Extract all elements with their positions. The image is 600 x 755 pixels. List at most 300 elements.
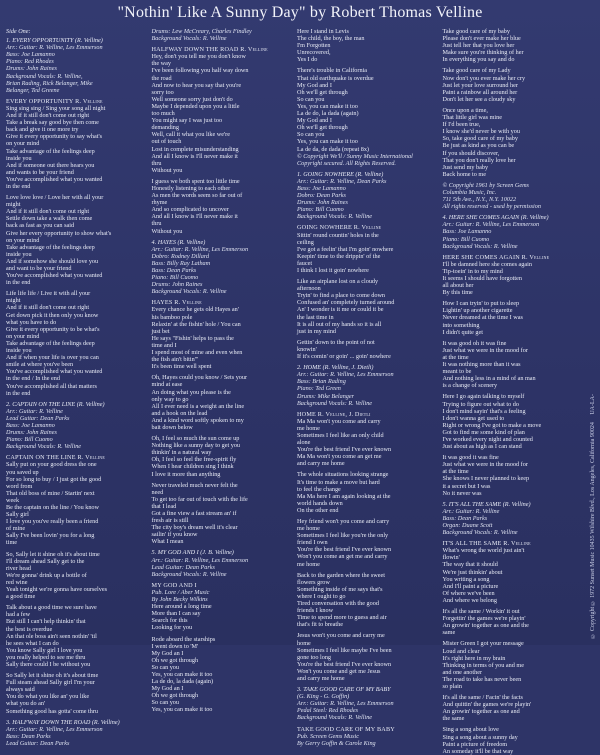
lyric-line: How I can tryin' to put to sleep (442, 300, 520, 308)
credit-line: Lead Guitar: Dean Parks (6, 414, 70, 422)
lyric-line: I spend most of mine and even when (151, 349, 243, 357)
lyric-line: Sally put on your good dress the one (6, 461, 97, 469)
lyric-line: time (6, 539, 17, 547)
song-title: HAYES R. Velline (151, 299, 202, 307)
lyric-line: on your mind (6, 236, 40, 244)
lyric-line: My God and I (297, 117, 332, 125)
lyric-line: And all I know is I'll never make it (151, 152, 238, 160)
lyric-line: Got to find me some kind of plan (442, 428, 525, 436)
lyric-line: Oh we'll get through (297, 124, 348, 132)
lyric-line: flowers grow (297, 578, 330, 586)
credit-line: Lead Guitar: Dean Parks (151, 563, 215, 571)
lyric-line: Yes, you can make it too (297, 102, 358, 110)
lyric-line: Back to the garden where the sweet (297, 571, 385, 579)
lyric-line: Ma Ma here I am again looking at the (297, 492, 391, 500)
lyric-line: Take advantage of the feelings deep (6, 339, 95, 347)
lyric-line: home (297, 639, 311, 647)
lyric-line: me home (297, 560, 320, 568)
lyric-line: It's right here in my brain (442, 654, 506, 662)
lyric-line: If you should discover, (442, 149, 500, 157)
credit-line: Arr.: Guitar: R. Velline, Les Emmerson (6, 725, 103, 733)
song-title: HOME R. Velline, J. Dietli (297, 410, 371, 418)
lyric-line: Looking for you (151, 624, 193, 632)
lyric-line: The city boy's dream well it's clear (151, 524, 238, 532)
lyric-line: It's been time well spent (151, 363, 212, 371)
lyric-line: I know she'd never be with you (442, 128, 520, 136)
song-title: GOING NOWHERE R. Velline (297, 224, 382, 232)
credit-line: 711 5th Ave., N.Y., N.Y. 10022 (442, 196, 517, 204)
lyric-line: Yes, you can make it too (151, 706, 213, 714)
lyric-line: Never dreamed at the time I was (442, 314, 523, 322)
lyric-line: Here around a long time (151, 603, 212, 611)
lyric-line: No it never was (442, 489, 482, 497)
lyric-line: Life life life / Live it with all your (6, 290, 91, 298)
lyric-line: So can you (151, 663, 179, 671)
lyric-line: bait down below (151, 423, 193, 431)
lyric-line: Oh, I feel so feel the free-spirit fly (151, 456, 237, 464)
credit-line: Arr.: Guitar: R. Velline (6, 407, 63, 415)
lyric-line: That old boss of mine / Startin' next (6, 489, 95, 497)
lyric-line: friends I know (297, 607, 334, 615)
lyric-line: Keepin' time to the drippin' of the (297, 252, 381, 260)
lyric-line: There's trouble in California (297, 67, 368, 75)
lyric-line: the road (151, 74, 172, 82)
lyric-line: just in my mind (297, 327, 337, 335)
song-heading: 5. MY GOD AND I (J. B. Velline) (151, 549, 234, 557)
lyric-line: week (6, 496, 20, 504)
lyric-line: the last time in (297, 313, 334, 321)
credit-line: Background Vocals: R. Velline (297, 213, 373, 221)
lyric-line: Back home to me (442, 170, 486, 178)
lyric-line: Well someone sorry just don't do (151, 95, 233, 103)
lyric-line: into something (442, 321, 480, 329)
lyric-line: Every chance he gets old Hayes an' (151, 306, 239, 314)
lyric-line: La de do, la dada (again) (297, 110, 359, 118)
lyric-line: That you don't really love her (442, 156, 516, 164)
lyric-line: And if somehow she should love you (6, 257, 99, 265)
credit-line: Dobro: Rodney Dillard (151, 252, 210, 260)
lyric-line: rhyme (151, 199, 168, 207)
lyric-line: And all I know is I'll never make it (151, 213, 238, 221)
lyric-line: Gettin' down to the point of not (297, 338, 375, 346)
lyric-line: Sing a song about a sunny day (442, 733, 518, 741)
credit-line: Background Vocals: R. Velline (6, 443, 82, 451)
lyric-line: where I ought to go (297, 592, 346, 600)
lyric-line: We're just thinkin' about (442, 568, 503, 576)
lyric-line: Confused an' completely turned around (297, 299, 395, 307)
lyric-line: I've been following you half way down (151, 67, 249, 75)
lyric-line: and carry me home (297, 460, 345, 468)
lyric-line: Right or wrong I've got to make a move (442, 421, 542, 429)
lyric-line: Be the captain on the line / You know (6, 504, 99, 511)
lyric-line: Take advantage of the feelings deep (6, 147, 95, 155)
lyric-line: You're the best friend I've ever known (297, 660, 392, 668)
credit-line: © Copyright We'll / Sunny Music International (297, 152, 413, 160)
lyric-line: Sometimes I feel like an only child (297, 431, 384, 439)
credit-line: Piano: Bill Cuomo (151, 274, 199, 282)
credit-line: Columbia Music, Inc. (442, 188, 497, 196)
lyric-line: might (6, 201, 21, 209)
lyric-line: alone (297, 439, 311, 447)
credit-line: Background Vocals: R. Velline, (6, 72, 83, 80)
lyric-line: Yes, you can make it too (297, 138, 358, 146)
lyric-line: at the time (442, 468, 469, 476)
lyric-line: Thinking in terms of you and me (442, 661, 524, 669)
lyric-line: and a hook on the lead (151, 409, 208, 417)
lyric-line: I'll dream ahead Sally get to the (6, 557, 85, 565)
lyric-line: Take a break say good bye then come (6, 119, 99, 127)
lyric-line: of mine (6, 525, 26, 533)
lyric-line: An' I wonder is it me or could it be (297, 306, 384, 314)
lyric-line: It was good oh it was fine (442, 339, 507, 347)
lyric-line: Of where we've been (442, 589, 495, 597)
song-heading: 5. IT'S ALL THE SAME (R. Velline) (442, 500, 531, 508)
lyrics-column-4 (443, 28, 581, 755)
credit-line: Bass: Dean Parks (442, 514, 488, 522)
lyric-line: Jesus won't you come and carry me (297, 632, 385, 640)
side-label: Side One: (6, 28, 31, 35)
lyric-line: It's all the same / Workin' it out (442, 608, 520, 616)
lyric-line: The way that it should (442, 561, 498, 569)
lyric-line: So can you (297, 131, 325, 139)
lyric-line: The road to take has never been (442, 675, 522, 683)
lyric-line: What I mean (151, 538, 184, 546)
lyric-line: Sally girl (6, 511, 29, 519)
lyric-line: So, take good care of my baby (442, 135, 518, 143)
lyrics-columns (6, 28, 580, 755)
lyric-line: Yes, you can make it too (151, 670, 213, 678)
lyric-line: world hands down (297, 499, 343, 507)
credit-line: Drums: John Raines (6, 429, 57, 437)
lyric-line: Trying to figure out what to do (442, 400, 519, 408)
lyric-line: his bamboo pole (151, 313, 193, 321)
lyric-line: Time to spend more to guess and air (297, 614, 387, 622)
lyric-line: Rode aboard the starships (151, 635, 216, 643)
lyric-line: and want to be your friend (6, 265, 72, 272)
lyric-line: The child, the boy, the man (297, 35, 365, 43)
lyric-line: mind at ease (151, 381, 183, 389)
lyric-line: We're gonna' drink up a bottle of (6, 571, 87, 579)
lyric-line: and carry me home (297, 674, 345, 682)
lyric-line: Oh, I feel so much the sun come up (151, 435, 240, 443)
lyric-line: Unrecovered, (297, 49, 331, 57)
song-title: HERE SHE COMES AGAIN R. Velline (442, 253, 550, 261)
lyric-line: I love you you've really been a friend (6, 518, 99, 526)
lyric-line: a good time (6, 593, 36, 601)
lyric-line: You've accomplished all that matters (6, 382, 97, 390)
lyric-line: And if it still don't come out right (6, 304, 90, 312)
lyric-line: By this time (442, 289, 473, 297)
lyric-line: Tryin' to find a place to come down (297, 292, 386, 300)
lyric-line: And if when your life is over you can (6, 354, 99, 362)
lyric-line: The whole situations looking strange (297, 471, 389, 479)
lyric-line: the same (442, 715, 465, 723)
lyric-line: When I hear children sing I think (151, 463, 234, 471)
credit-line: Lead Guitar: Dean Parks (6, 739, 70, 747)
credit-line: Arr.: Guitar: R. Velline, Les Emmerson (151, 245, 249, 253)
lyric-line: thru (151, 159, 162, 167)
lyric-line: On the other end (297, 506, 339, 514)
lyric-line: smile at where you've been (6, 361, 74, 369)
credit-line: Bass: Dean Parks (6, 732, 51, 740)
lyric-line: It was nothing more than it was (442, 361, 521, 369)
lyric-line: Ma Ma won't you come an get me (297, 453, 382, 461)
credit-line: Drums: John Raines (297, 199, 348, 207)
lyric-line: inside you (6, 347, 32, 355)
credit-line: Piano: Bill Cuomo (442, 235, 490, 243)
song-title: EVERY OPPORTUNITY R. Velline (6, 97, 103, 105)
lyric-line: So Sally let it shine oh it's about time (6, 672, 99, 680)
lyric-line: in the end / In the end (6, 375, 60, 383)
credit-line: © Copyright 1961 by Screen Gems (442, 181, 529, 189)
credit-line: Brian Rading, Rick Belanger, Mike (6, 79, 93, 87)
lyric-line: I didn't quite get (442, 328, 483, 336)
lyric-line: Yes I do (297, 56, 318, 64)
lyric-line: It is all out of my hands so it is all (297, 320, 382, 328)
song-title: HALFWAY DOWN THE ROAD R. Velline (151, 46, 268, 54)
lyric-line: Now don't you ever make her cry (442, 74, 526, 82)
lyric-line: Get down pick it then only you know (6, 311, 99, 319)
lyric-line: Tip-toein' in to my mind (442, 267, 503, 275)
credit-line: Drums: Mike Belanger (297, 392, 355, 400)
lyric-line: Just what we were in the mood for (442, 346, 528, 354)
lyric-line: Sometimes I feel like maybe I've been (297, 646, 392, 654)
song-heading: 4. HERE SHE COMES AGAIN (R. Velline) (442, 214, 549, 222)
lyric-line: Once upon a time, (442, 106, 488, 114)
credit-line: Arr.: Guitar: R. Velline, Les Emmerson (6, 44, 103, 52)
lyric-line: Make sure you're thinking of her (442, 49, 524, 57)
lyric-line: And if it still don't come out right (6, 208, 90, 216)
lyric-line: Without you (151, 227, 183, 235)
lyric-line: Sing a song about love (442, 726, 499, 734)
lyric-line: It's time to make a move but hard (297, 478, 380, 486)
credit-line: Drums: Lew McCreary, Charles Findley (151, 28, 252, 35)
lyric-line: friend I own (297, 539, 328, 547)
lyric-line: More than I can say (151, 610, 201, 618)
song-heading: 3. TAKE GOOD CARE OF MY BABY (297, 686, 391, 694)
lyric-line: faucet (297, 259, 313, 267)
lyric-line: You're the best friend I've ever known (297, 546, 392, 554)
lyric-line: that's fit to breathe (297, 621, 343, 629)
lyric-line: Just what we were in the mood for (442, 461, 528, 469)
lyric-line: Like an airplane lost on a cloudy (297, 278, 379, 286)
album-title: "Nothin' Like A Sunny Day" by Robert Thomas Velline (117, 4, 483, 21)
lyric-line: So can you (151, 699, 179, 707)
lyric-line: If I'd been true, (442, 121, 481, 129)
song-title: TAKE GOOD CARE OF MY BABY (297, 725, 395, 733)
lyric-line: Hey friend won't you come and carry (297, 518, 390, 525)
lyric-line: It seems I should have forgotten (442, 275, 522, 282)
credit-line: Background Vocals: R. Velline (151, 35, 227, 43)
lyric-line: You're the best friend I've ever known (297, 446, 392, 454)
lyric-line: Just about as high as I can stand (442, 443, 522, 451)
credit-line: Bass: Joe Lamanno (6, 51, 55, 59)
lyric-line: the fish ain't bitin'" (151, 356, 199, 364)
lyric-line: You writing a song (442, 575, 490, 583)
lyric-line: You've accomplished what you wanted (6, 175, 103, 183)
lyric-line: Just send my baby (442, 163, 489, 171)
lyric-line: Won't you come an get me and carry (297, 553, 388, 561)
lyric-line: Tired conversation with the good (297, 600, 379, 608)
lyric-line: Just tell her that you love her (442, 42, 515, 50)
lyric-line: too much (151, 110, 175, 118)
lyric-line: You've accomplished what you wanted (6, 272, 103, 280)
lyric-line: so plain (442, 682, 462, 690)
lyric-line: and wants to be your friend (6, 168, 74, 176)
lyric-line: And if someone out there hears you (6, 161, 95, 169)
lyric-line: An that ole boss ain't seen nothin' 'til (6, 632, 97, 640)
credit-line: Background Vocals: R. Velline (151, 288, 227, 296)
lyric-line: And now to hear you say that you're (151, 81, 242, 89)
lyric-line: Oh, Hayes could you know / Sets your (151, 374, 248, 382)
lyric-line: And nothing less in a mind of an man (442, 375, 536, 383)
lyric-line: I've worked every night and counted (442, 435, 533, 443)
lyric-line: just bet (151, 327, 170, 335)
lyric-line: me home (297, 424, 320, 432)
lyric-line: in the end (6, 279, 31, 287)
lyric-line: Without you (151, 166, 183, 174)
lyric-line: I've got a feelin' that I'm goin' nowhere (297, 245, 394, 253)
lyric-line: on your mind (6, 140, 40, 148)
credit-line: Background Vocals: R. Velline (151, 570, 227, 578)
lyric-line: all about her (442, 282, 474, 290)
lyric-line: ceiling (297, 238, 314, 246)
lyric-line: in the end (6, 389, 31, 397)
lyric-line: Sometimes I feel like you're the only (297, 532, 389, 540)
credit-line: Piano: Ted Green (297, 385, 341, 393)
song-heading: 4. HAYES (R. Velline) (151, 238, 206, 246)
lyric-line: Don't let her see a cloudy sky (442, 95, 516, 103)
lyric-line: he sees what I can do (6, 639, 59, 647)
lyric-line: meant to be (442, 368, 472, 376)
lyric-line: And so complicated to uncover (151, 206, 229, 214)
lyric-line: Talk about a good time we sure have (6, 604, 97, 612)
credit-line: Background Vocals: R. Velline (442, 242, 518, 250)
credit-line: Arr.: Guitar: R. Velline, Les Emmerson (297, 371, 394, 379)
lyric-line: I love it more than anything (151, 470, 221, 478)
song-heading: 1. GOING NOWHERE (R. Velline) (297, 170, 384, 178)
song-title: MY GOD AND I (151, 581, 197, 589)
lyric-line: Never traveled much never felt the (151, 481, 238, 489)
lyric-line: in the end (6, 182, 31, 190)
lyric-line: And a kind word softly spoken to my (151, 416, 244, 424)
credit-line: Pub. Lore / Aber Music (151, 588, 210, 596)
lyric-line: Yeah tonight we're gonna have ourselves (6, 586, 108, 594)
credit-line: Belanger, Ted Greene (6, 86, 60, 94)
lyric-line: And I'll paint a picture (442, 582, 499, 590)
lyric-line: Nothing like a sunny day to get you (151, 442, 241, 450)
credit-line: Drums: John Raines (151, 281, 203, 289)
lyric-line: What's wrong the world just ain't (442, 547, 525, 555)
lyric-line: that I lead (151, 502, 177, 510)
lyric-line: Got a fine view a fast stream an' if (151, 510, 237, 517)
lyric-line: And where we belong (442, 596, 497, 604)
lyrics-column-3 (297, 28, 435, 755)
lyric-line: And quittin' the games we're playin' (442, 701, 532, 709)
lyric-line: Forgettin' the games we're playin' (442, 615, 526, 623)
credit-line: Piano: Red Rhodes (6, 58, 54, 66)
lyric-line: My God an I (151, 649, 184, 657)
lyric-line: Lost in complete misunderstanding (151, 145, 239, 153)
lyric-line: river head (6, 564, 31, 572)
lyric-line: Maybe I depended upon you a little (151, 102, 240, 110)
lyric-line: Ma Ma won't you come and carry (297, 417, 381, 425)
lyric-line: I guess we both spent too little time (151, 177, 240, 185)
lyric-line: Here I stand in Levis (297, 28, 349, 35)
lyric-line: I don't wanna get used to (442, 414, 505, 422)
lyric-line: Love love love / Love her with all your (6, 194, 104, 202)
lyric-line: and one another (442, 668, 483, 676)
credit-line: Background Vocals: R. Velline (297, 399, 373, 407)
credit-line: Bass: Dean Parks (151, 267, 197, 274)
lyric-line: Something inside of me says that's (297, 585, 383, 593)
credit-line: Organ: Duane Scott (442, 522, 493, 529)
lyric-line: An someday it'll be that way (442, 747, 514, 755)
credit-line: All rights reserved - used by permission (442, 203, 541, 211)
credit-line: Bass: Joe Lamanno (6, 421, 55, 429)
credit-line: Background Vocals: R. Velline (442, 529, 518, 537)
credit-line: Copyright secured. All Rights Reserved. (297, 159, 396, 167)
lyric-line: Sittin' round countin' holes in the (297, 231, 379, 239)
lyric-line: need (151, 488, 164, 496)
lyric-line: what you have to do (6, 318, 57, 326)
lyric-line: Won't you come and get me Jesus (297, 667, 381, 675)
lyric-line: I don't mind sayin' that's a feeling (442, 407, 526, 415)
lyric-line: Take good care of my Lady (442, 67, 511, 75)
lyric-line: You know Sally girl I love you (6, 646, 83, 654)
lyric-line: back as fast as you can said (6, 222, 75, 230)
lyric-line: Oh we got through (151, 656, 199, 664)
lyric-line: All I ever need is a weight an the line (151, 402, 245, 410)
lyric-line: Paint a rainbow all around her (442, 88, 518, 96)
credit-line: By John Becky Wilkins (151, 596, 208, 604)
credit-line: Bass: Billy Ray Latham (151, 259, 211, 267)
lyric-line: only way to go (151, 395, 189, 403)
lyric-line: Sing sing sing / Sing your song all night (6, 104, 106, 112)
lyric-line: Loud and clear (442, 647, 480, 655)
lyric-line: Take advantage of the feelings deep (6, 243, 95, 251)
catalog-number: UA-LA- (590, 394, 596, 416)
credit-line: (G. King - G. Goffin) (297, 693, 350, 701)
lyric-line: same (442, 629, 456, 637)
lyric-line: Be just as kind as you can be (442, 142, 515, 150)
lyric-line: Take good care of my baby (442, 28, 510, 35)
credit-line: Arr.: Guitar: R. Velline, Les Emmerson (297, 700, 394, 708)
credit-line: Dobro: Dean Parks (297, 192, 346, 200)
lyric-line: Relaxin' at the fishin' hole / You can (151, 320, 241, 328)
lyric-line: knowin' (297, 345, 317, 353)
lyric-line: me home (297, 525, 320, 533)
lyric-line: Please don't ever make her blue (442, 35, 521, 43)
song-heading: 1. EVERY OPPORTUNITY (R. Velline) (6, 37, 103, 45)
lyric-line: flowin' (442, 554, 460, 562)
lyric-line: the best is overdue (6, 625, 53, 633)
lyric-line: thinkin' in a natural way (151, 449, 212, 457)
lyric-line: I think I lost it goin' nowhere (297, 267, 369, 274)
lyric-line: Oh we'll get through (297, 88, 348, 96)
lyric-line: Well, call it what you like we're (151, 131, 230, 139)
lyric-line: might (6, 297, 21, 305)
credit-line: By Gerry Goffin & Carole King (297, 739, 376, 747)
lyric-line: La de da, de dada (repeat 8x) (297, 145, 369, 153)
credit-line: Arr.: Guitar: R. Velline (442, 507, 500, 515)
lyric-line: I went down to 'M' (151, 642, 199, 650)
lyric-line: Settle down take a walk then come (6, 215, 93, 223)
lyric-line: Just let your love surround her (442, 81, 518, 89)
lyric-line: Search for this (151, 617, 188, 625)
lyric-line: sorry too (151, 88, 174, 96)
credit-line: Background Vocals: R. Velline (297, 714, 373, 722)
